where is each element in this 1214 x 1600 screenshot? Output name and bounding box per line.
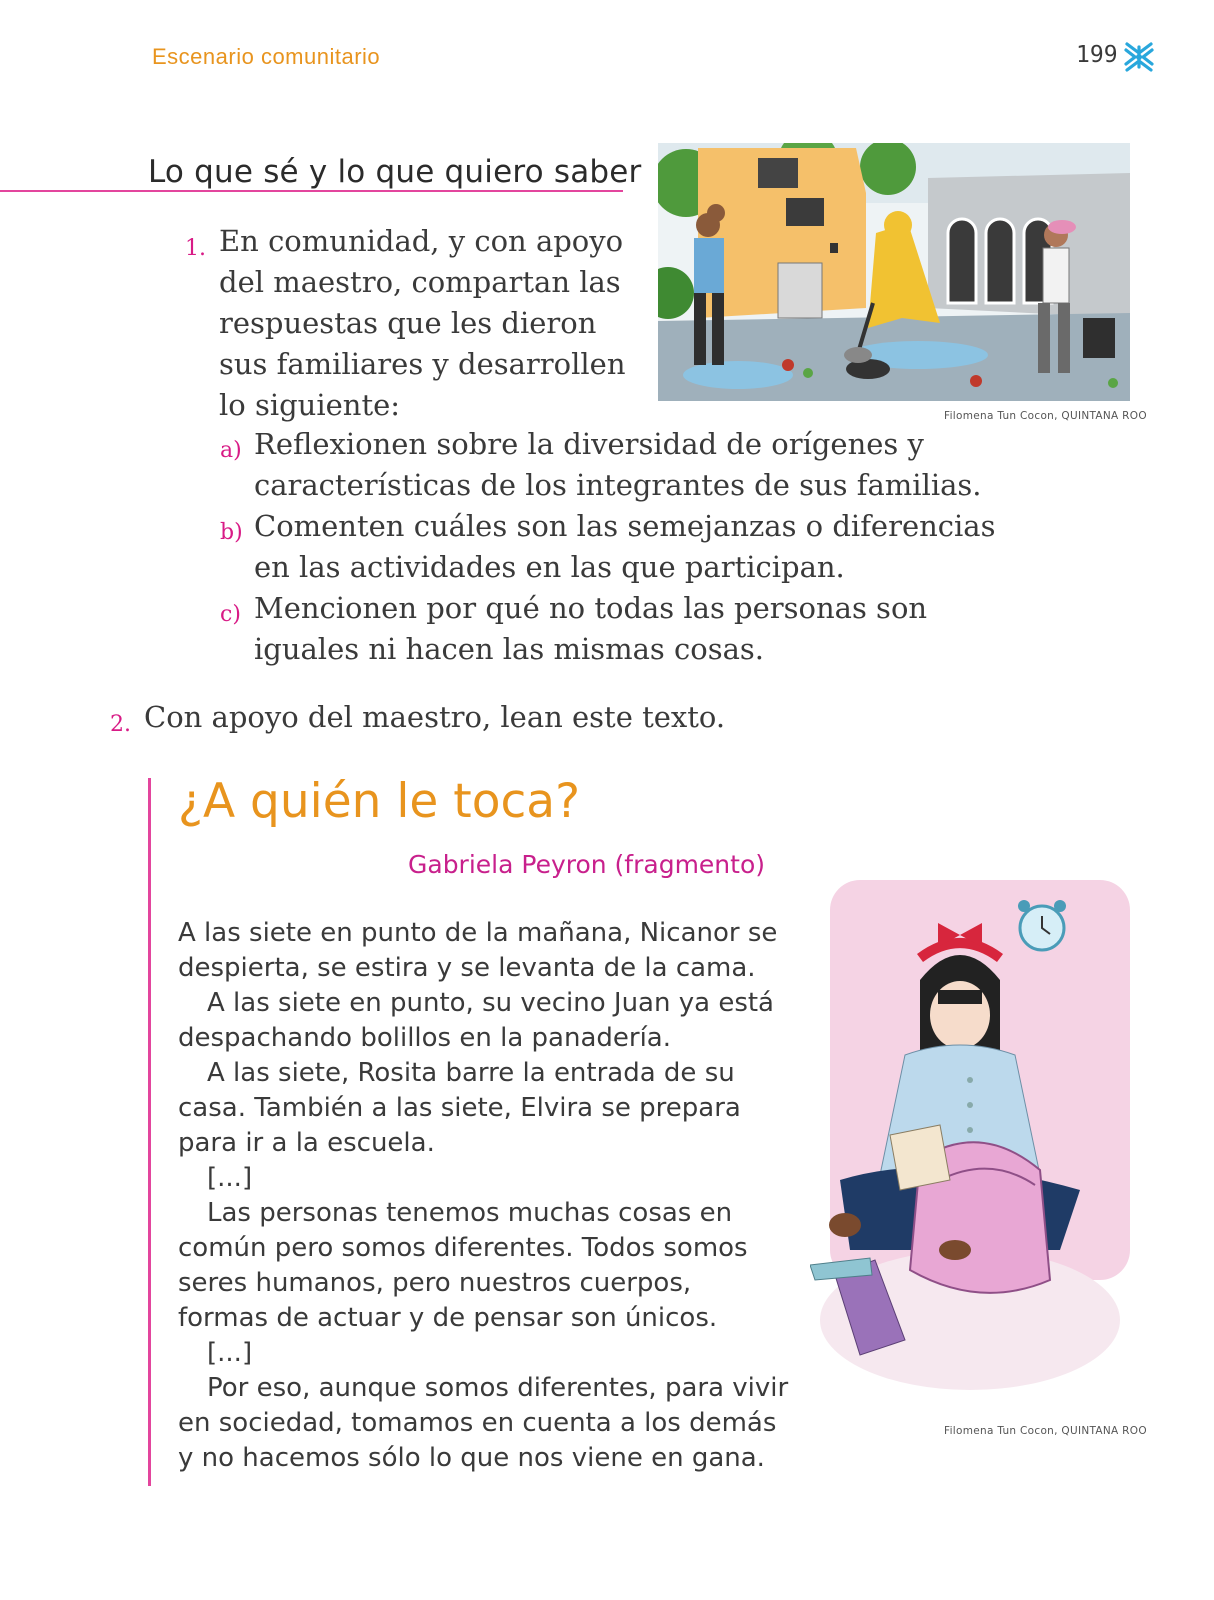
item-1-line: del maestro, compartan las: [219, 265, 621, 299]
illustration-credit-bottom: Filomena Tun Cocon, QUINTANA ROO: [944, 1425, 1147, 1437]
item-1-number: 1.: [185, 236, 206, 261]
story-side-rule: [148, 778, 151, 1486]
story-line: para ir a la escuela.: [178, 1128, 435, 1158]
item-1-line: respuestas que les dieron: [219, 306, 597, 340]
story-line: A las siete, Rosita barre la entrada de su: [207, 1058, 735, 1088]
subitem-b-line: Comenten cuáles son las semejanzas o diferencias: [254, 509, 996, 543]
item-1-line: sus familiares y desarrollen: [219, 347, 626, 381]
subitem-c-line: Mencionen por qué no todas las personas son: [254, 591, 928, 625]
item-2-number: 2.: [110, 712, 131, 737]
story-line: común pero somos diferentes. Todos somos: [178, 1233, 748, 1263]
section-label: Escenario comunitario: [152, 44, 381, 69]
story-line: despierta, se estira y se levanta de la cama.: [178, 953, 756, 983]
story-line: A las siete en punto de la mañana, Nicanor se: [178, 918, 778, 948]
subitem-a-line: Reflexionen sobre la diversidad de orígenes y: [254, 427, 924, 461]
story-line: A las siete en punto, su vecino Juan ya está: [207, 988, 774, 1018]
story-line: [...]: [207, 1338, 253, 1368]
subitem-a-line: características de los integrantes de sus familias.: [254, 468, 982, 502]
girl-with-backpack-illustration: [810, 880, 1132, 1410]
community-cleanup-illustration: [658, 143, 1130, 401]
story-author: Gabriela Peyron (fragmento): [408, 850, 766, 879]
item-1-line: En comunidad, y con apoyo: [219, 224, 624, 258]
page-number: 199: [1076, 42, 1118, 68]
story-line: Por eso, aunque somos diferentes, para vivir: [207, 1373, 789, 1403]
story-line: despachando bolillos en la panadería.: [178, 1023, 671, 1053]
story-line: Las personas tenemos muchas cosas en: [207, 1198, 733, 1228]
subitem-c-label: c): [220, 602, 241, 627]
item-2-text: Con apoyo del maestro, lean este texto.: [144, 700, 726, 734]
story-title: ¿A quién le toca?: [178, 774, 581, 829]
story-line: casa. También a las siete, Elvira se prepara: [178, 1093, 741, 1123]
subitem-c-line: iguales ni hacen las mismas cosas.: [254, 632, 764, 666]
story-line: [...]: [207, 1163, 253, 1193]
story-line: formas de actuar y de pensar son únicos.: [178, 1303, 718, 1333]
subitem-a-label: a): [220, 438, 242, 463]
item-1-line: lo siguiente:: [219, 388, 401, 422]
story-line: seres humanos, pero nuestros cuerpos,: [178, 1268, 692, 1298]
subitem-b-label: b): [220, 520, 243, 545]
section-heading: Lo que sé y lo que quiero saber: [148, 154, 642, 190]
story-line: y no hacemos sólo lo que nos viene en gana.: [178, 1443, 765, 1473]
heading-underline: [0, 190, 623, 192]
story-line: en sociedad, tomamos en cuenta a los demás: [178, 1408, 777, 1438]
blue-lattice-icon: [1122, 40, 1156, 74]
illustration-credit-top: Filomena Tun Cocon, QUINTANA ROO: [944, 410, 1147, 422]
subitem-b-line: en las actividades en las que participan.: [254, 550, 845, 584]
